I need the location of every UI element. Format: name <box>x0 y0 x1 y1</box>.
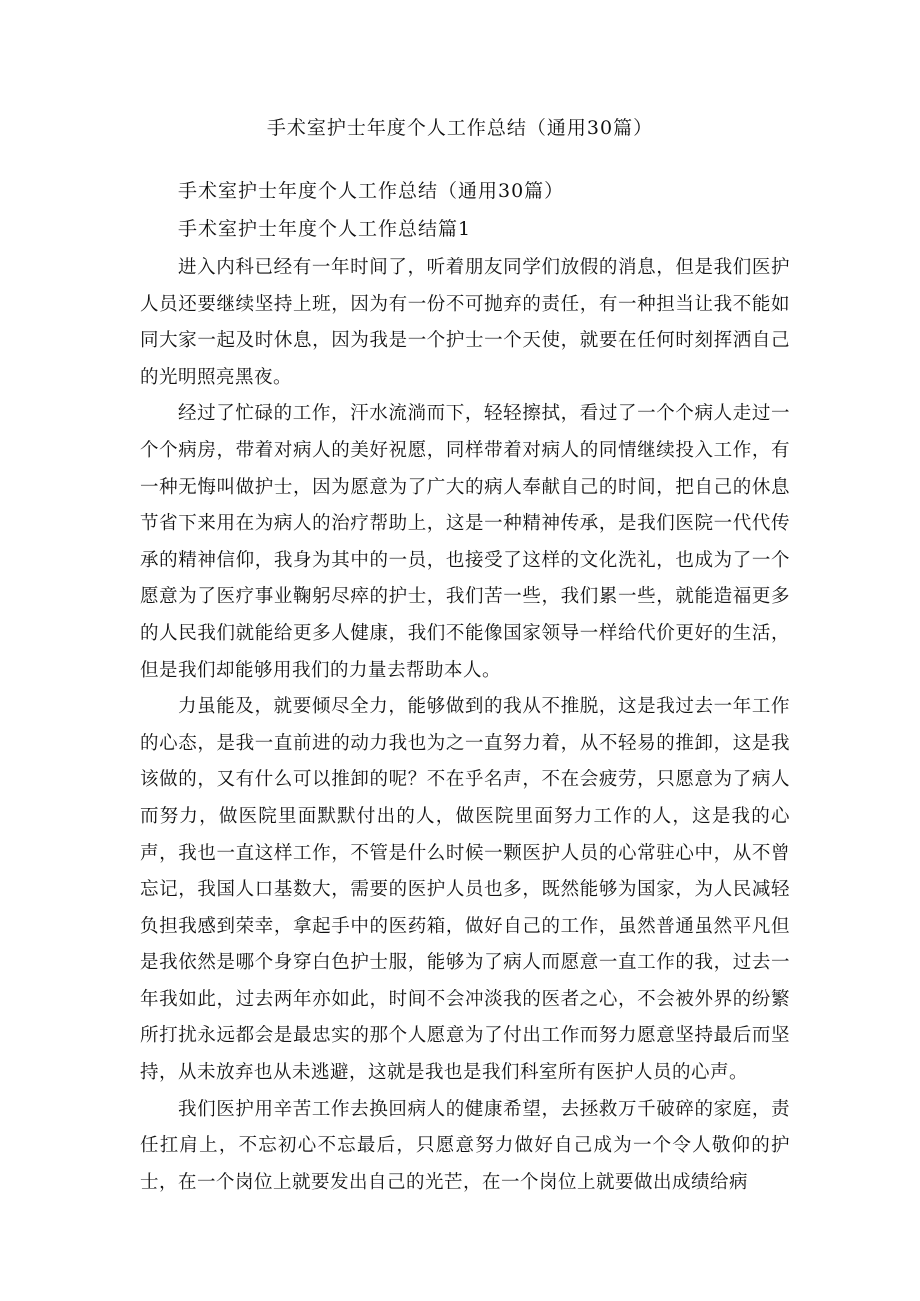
paragraph-3: 力虽能及，就要倾尽全力，能够做到的我从不推脱，这是我过去一年工作的心态，是我一直前进的动力我也为之一直努力着，从不轻易的推卸，这是我该做的，又有什么可以推卸的呢？不在乎名声，不在会疲劳，只愿意为了病人而努力，做医院里面默默付出的人，做医院里面努力工作的人，这是我的心声，我也一直这样工作，不管是什么时候一颗医护人员的心常驻心中，从不曾忘记，我国人口基数大，需要的医护人员也多，既然能够为国家，为人民减轻负担我感到荣幸，拿起手中的医药箱，做好自己的工作，虽然普通虽然平凡但是我依然是哪个身穿白色护士服，能够为了病人而愿意一直工作的我，过去一年我如此，过去两年亦如此，时间不会冲淡我的医者之心，不会被外界的纷繁所打扰永远都会是最忠实的那个人愿意为了付出工作而努力愿意坚持最后而坚持，从未放弃也从未逃避，这就是我也是我们科室所有医护人员的心声。 <box>140 696 790 1084</box>
document-subtitle: 手术室护士年度个人工作总结（通用30篇） <box>178 180 565 202</box>
paragraph-4: 我们医护用辛苦工作去换回病人的健康希望，去拯救万千破碎的家庭，责任扛肩上，不忘初心不忘最后，只愿意努力做好自己成为一个令人敬仰的护士，在一个岗位上就要发出自己的光芒，在一个岗位上就要做出成绩给病 <box>140 1098 790 1193</box>
body-text <box>140 250 790 1201</box>
section-heading: 手术室护士年度个人工作总结篇1 <box>178 218 472 240</box>
paragraph-1: 进入内科已经有一年时间了，听着朋友同学们放假的消息，但是我们医护人员还要继续坚持上班，因为有一份不可抛弃的责任，有一种担当让我不能如同大家一起及时休息，因为我是一个护士一个天使，就要在任何时刻挥洒自己的光明照亮黑夜。 <box>140 257 790 388</box>
paragraph-2: 经过了忙碌的工作，汗水流淌而下，轻轻擦拭，看过了一个个病人走过一个个病房，带着对病人的美好祝愿，同样带着对病人的同情继续投入工作，有一种无悔叫做护士，因为愿意为了广大的病人奉献自己的时间，把自己的休息节省下来用在为病人的治疗帮助上，这是一种精神传承，是我们医院一代代传承的精神信仰，我身为其中的一员，也接受了这样的文化洗礼，也成为了一个愿意为了医疗事业鞠躬尽瘁的护士，我们苦一些，我们累一些，就能造福更多的人民我们就能给更多人健康，我们不能像国家领导一样给代价更好的生活，但是我们却能够用我们的力量去帮助本人。 <box>140 403 790 681</box>
document-title: 手术室护士年度个人工作总结（通用30篇） <box>266 117 654 139</box>
